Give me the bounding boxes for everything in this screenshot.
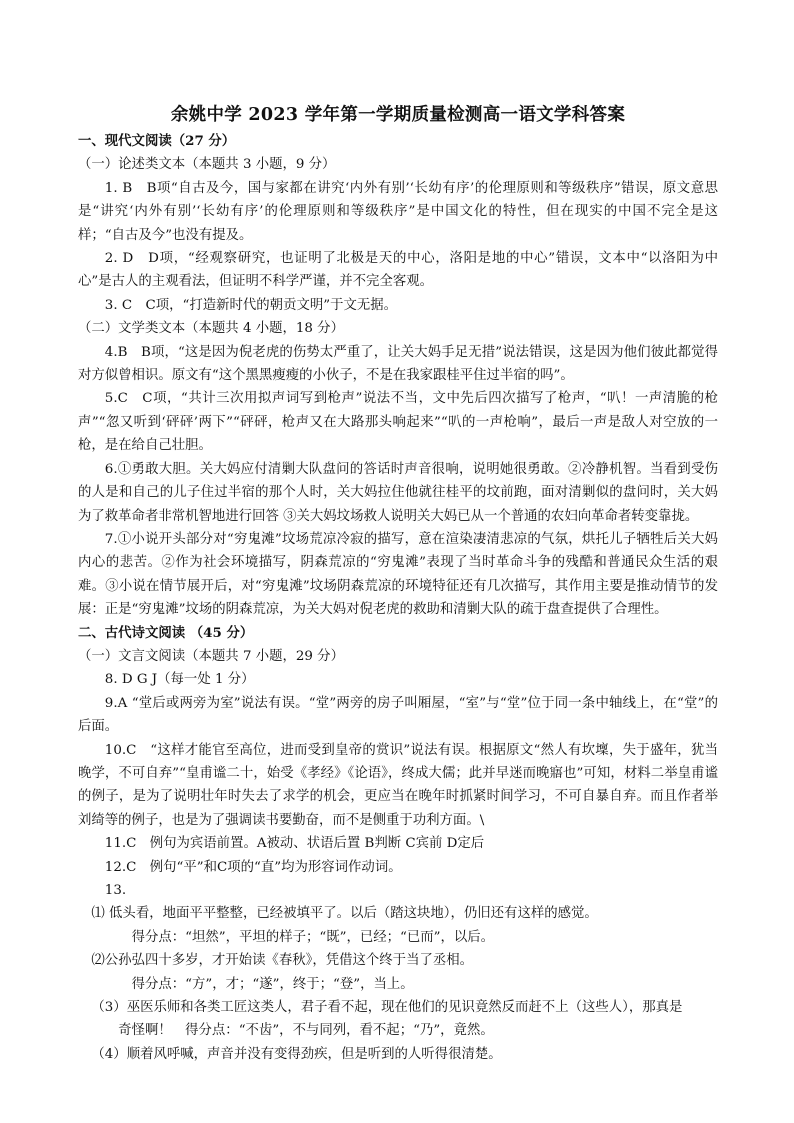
answer-q7: 7.①小说开头部分对“穷鬼滩”坟场荒凉冷寂的描写，意在渲染凄清悲凉的气氛，烘托儿子牺牲后关大妈内心的悲苦。②作为社会环境描写，阴森荒凉的“穷鬼滩”表现了当时革命斗争的残酷和普通民众生活的艰难。③小说在情节展开后，对“穷鬼滩”坟场阴森荒凉的环境特征还有几次描写，其作用主要是推动情节的发展：正是“穷鬼滩”坟场的阴森荒凉，为关大妈对倪老虎的救助和清剿大队的疏于盘查提供了合理性。	[78, 531, 718, 618]
section1-part1-heading: （一）论述类文本（本题共 3 小题，9 分）	[78, 157, 336, 173]
answer-q10: 10.C “这样才能官至高位，进而受到皇帝的赏识”说法有误。根据原文“然人有坎壈，失于盛年，犹当晚学，不可自弃”“皇甫谧二十，始受《孝经》《论语》，终成大儒；此并早迷而晚寤也”可知，材料二举皇甫谧的例子，是为了说明壮年时失去了求学的机会，更应当在晚年时抓紧时间学习，不可自暴自弃。而且作者举刘绮等的例子，也是为了强调读书要勤奋，而不是侧重于功利方面。\	[78, 742, 718, 828]
answer-q2: 2. D D项，“经观察研究，也证明了北极是天的中心，洛阳是地的中心”错误，文本中“以洛阳为中心”是古人的主观看法，但证明不科学严谨，并不完全客观。	[78, 251, 718, 290]
answer-q12: 12.C 例句“平”和C项的“直”均为形容词作动词。	[104, 859, 402, 875]
answer-q13-4: （4）顺着风呼喊，声音并没有变得劲疾，但是听到的人听得很清楚。	[91, 1046, 502, 1062]
answer-q13-3	[78, 996, 718, 1043]
answer-q13-3-line1: （3）巫医乐师和各类工匠这类人，君子看不起，现在他们的见识竟然反而赶不上（这些人），那真是	[91, 1000, 683, 1016]
answer-document	[78, 100, 718, 1066]
answer-q13-2-score: 得分点：“方”，才；“遂”，终于；“登”，当上。	[131, 976, 414, 992]
answer-q9: 9.A “堂后或两旁为室”说法有误。“堂”两旁的房子叫厢屋，“室”与“堂”位于同一条中轴线上，在“堂”的后面。	[78, 695, 718, 735]
answer-q13-3-line2: 奇怪啊！ 得分点：“不齿”，不与同列，看不起；“乃”，竟然。	[118, 1023, 494, 1039]
answer-q13-2: ⑵公孙弘四十多岁，才开始读《春秋》，凭借这个终于当了丞相。	[91, 953, 474, 969]
section1-heading: 一、现代文阅读（27 分）	[78, 133, 236, 149]
answer-q1: 1. B B项“自古及今，国与家都在讲究‘内外有别’‘长幼有序’的伦理原则和等级秩序”错误，原文意思是“讲究‘内外有别’‘长幼有序’的伦理原则和等级秩序”是中国文化的特性，但在现实的中国不完全是这样；“自古及今”也没有提及。	[78, 180, 718, 243]
answer-q3: 3. C C项，“打造新时代的朝贡文明”于文无据。	[104, 297, 398, 313]
answer-q13-1-score: 得分点：“坦然”，平坦的样子；“既”，已经；“已而”，以后。	[131, 929, 495, 945]
section2-part1-heading: （一）文言文阅读（本题共 7 小题，29 分）	[78, 648, 344, 664]
answer-q4: 4.B B项，“这是因为倪老虎的伤势太严重了，让关大妈手足无措”说法错误，这是因为他们彼此都觉得对方似曾相识。原文有“这个黑黑瘦瘦的小伙子，不是在我家跟桂平住过半宿的吗”。	[78, 344, 718, 384]
answer-q5: 5.C C项，“共计三次用拟声词写到枪声”说法不当，文中先后四次描写了枪声，“叭！一声清脆的枪声”“忽又听到‘砰砰’两下”“砰砰，枪声又在大路那头响起来”“叭的一声枪响”，最后一声是敌人对空放的一枪，是在给自己壮胆。	[78, 391, 718, 454]
answer-q13-1: ⑴ 低头看，地面平平整整，已经被填平了。以后（踏这块地），仍旧还有这样的感觉。	[91, 906, 598, 922]
answer-q8: 8. D G J（每一处 1 分）	[104, 672, 255, 688]
section2-heading: 二、古代诗文阅读 （45 分）	[78, 624, 254, 641]
section1-part2-heading: （二）文学类文本（本题共 4 小题，18 分）	[78, 321, 344, 337]
answer-q11: 11.C 例句为宾语前置。A被动、状语后置 B判断 C宾前 D定后	[104, 836, 485, 852]
answer-q13: 13.	[104, 883, 127, 898]
page-title: 余姚中学 2023 学年第一学期质量检测高一语文学科答案	[170, 105, 626, 125]
answer-q6: 6.①勇敢大胆。关大妈应付清剿大队盘问的答话时声音很响，说明她很勇敢。②冷静机智。当看到受伤的人是和自己的儿子住过半宿的那个人时，关大妈拉住他就往桂平的坟前跑，面对清剿似的盘问时，关大妈为了救革命者非常机智地进行回答 ③关大妈坟场救人说明关大妈已从一个普通的农妇向革命者转变靠拢。	[78, 461, 718, 524]
